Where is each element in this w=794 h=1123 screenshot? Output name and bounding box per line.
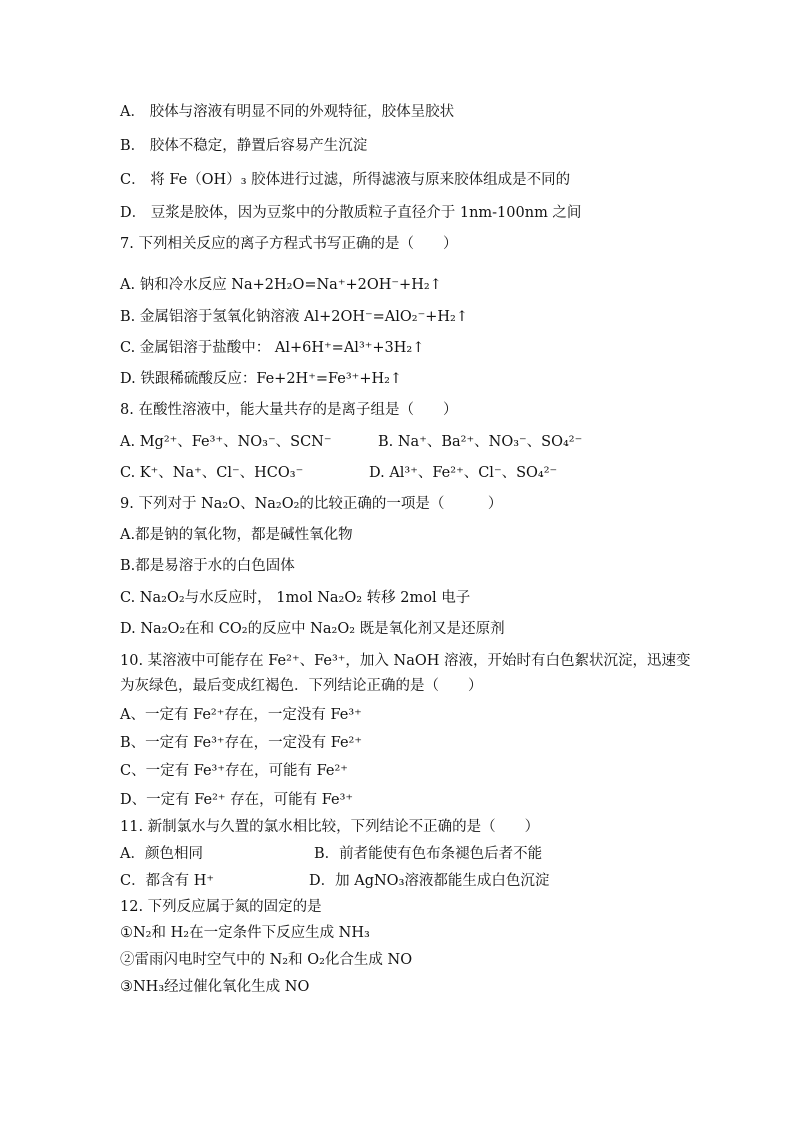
q7-option-b: B. 金属铝溶于氢氧化钠溶液 Al+2OH⁻=AlO₂⁻+H₂↑ <box>120 309 469 325</box>
q6-option-b: B． 胶体不稳定，静置后容易产生沉淀 <box>120 138 368 154</box>
q11-option-a: A．颜色相同 <box>120 846 203 862</box>
q9-option-a: A.都是钠的氧化物，都是碱性氧化物 <box>120 527 353 543</box>
q11-stem: 11. 新制氯水与久置的氯水相比较，下列结论不正确的是（ ） <box>120 819 540 835</box>
q7-stem: 7. 下列相关反应的离子方程式书写正确的是（ ） <box>120 236 458 252</box>
q8-option-a: A. Mg²⁺、Fe³⁺、NO₃⁻、SCN⁻ <box>120 434 332 450</box>
q7-option-c: C. 金属铝溶于盐酸中： Al+6H⁺=Al³⁺+3H₂↑ <box>120 340 425 356</box>
q11-option-d: D．加 AgNO₃溶液都能生成白色沉淀 <box>309 873 550 889</box>
q10-option-c: C、一定有 Fe³⁺存在，可能有 Fe²⁺ <box>120 763 348 779</box>
q8-stem: 8. 在酸性溶液中，能大量共存的是离子组是（ ） <box>120 402 458 418</box>
q10-option-d: D、一定有 Fe²⁺ 存在，可能有 Fe³⁺ <box>120 792 354 808</box>
q7-option-a: A. 钠和冷水反应 Na+2H₂O=Na⁺+2OH⁻+H₂↑ <box>120 277 442 293</box>
q12-stem: 12. 下列反应属于氮的固定的是 <box>120 899 322 915</box>
q9-option-d: D. Na₂O₂在和 CO₂的反应中 Na₂O₂ 既是氧化剂又是还原剂 <box>120 621 505 637</box>
q6-option-a: A． 胶体与溶液有明显不同的外观特征，胶体呈胶状 <box>120 104 455 120</box>
q6-option-c: C． 将 Fe（OH）₃ 胶体进行过滤，所得滤液与原来胶体组成是不同的 <box>120 172 571 188</box>
q10-option-a: A、一定有 Fe²⁺存在，一定没有 Fe³⁺ <box>120 707 362 723</box>
q12-item-3: ③NH₃经过催化氧化生成 NO <box>120 979 310 995</box>
q12-item-1: ①N₂和 H₂在一定条件下反应生成 NH₃ <box>120 925 370 941</box>
q9-option-b: B.都是易溶于水的白色固体 <box>120 558 295 574</box>
q8-option-b: B. Na⁺、Ba²⁺、NO₃⁻、SO₄²⁻ <box>378 434 583 450</box>
q8-option-c: C. K⁺、Na⁺、Cl⁻、HCO₃⁻ <box>120 465 304 481</box>
q11-option-c: C．都含有 H⁺ <box>120 873 215 889</box>
q10-stem-line1: 10. 某溶液中可能存在 Fe²⁺、Fe³⁺，加入 NaOH 溶液，开始时有白色絮状沉淀，迅速变 <box>120 653 691 669</box>
q8-option-d: D. Al³⁺、Fe²⁺、Cl⁻、SO₄²⁻ <box>369 465 558 481</box>
q9-stem: 9. 下列对于 Na₂O、Na₂O₂的比较正确的一项是（ ） <box>120 496 503 512</box>
q11-option-b: B．前者能使有色布条褪色后者不能 <box>314 846 543 862</box>
q10-option-b: B、一定有 Fe³⁺存在，一定没有 Fe²⁺ <box>120 735 363 751</box>
q7-option-d: D. 铁跟稀硫酸反应：Fe+2H⁺=Fe³⁺+H₂↑ <box>120 371 403 387</box>
q10-stem-line2: 为灰绿色，最后变成红褐色．下列结论正确的是（ ） <box>120 678 483 694</box>
q9-option-c: C. Na₂O₂与水反应时， 1mol Na₂O₂ 转移 2mol 电子 <box>120 590 471 606</box>
q6-option-d: D． 豆浆是胶体，因为豆浆中的分散质粒子直径介于 1nm-100nm 之间 <box>120 205 582 221</box>
q12-item-2: ②雷雨闪电时空气中的 N₂和 O₂化合生成 NO <box>120 952 413 968</box>
